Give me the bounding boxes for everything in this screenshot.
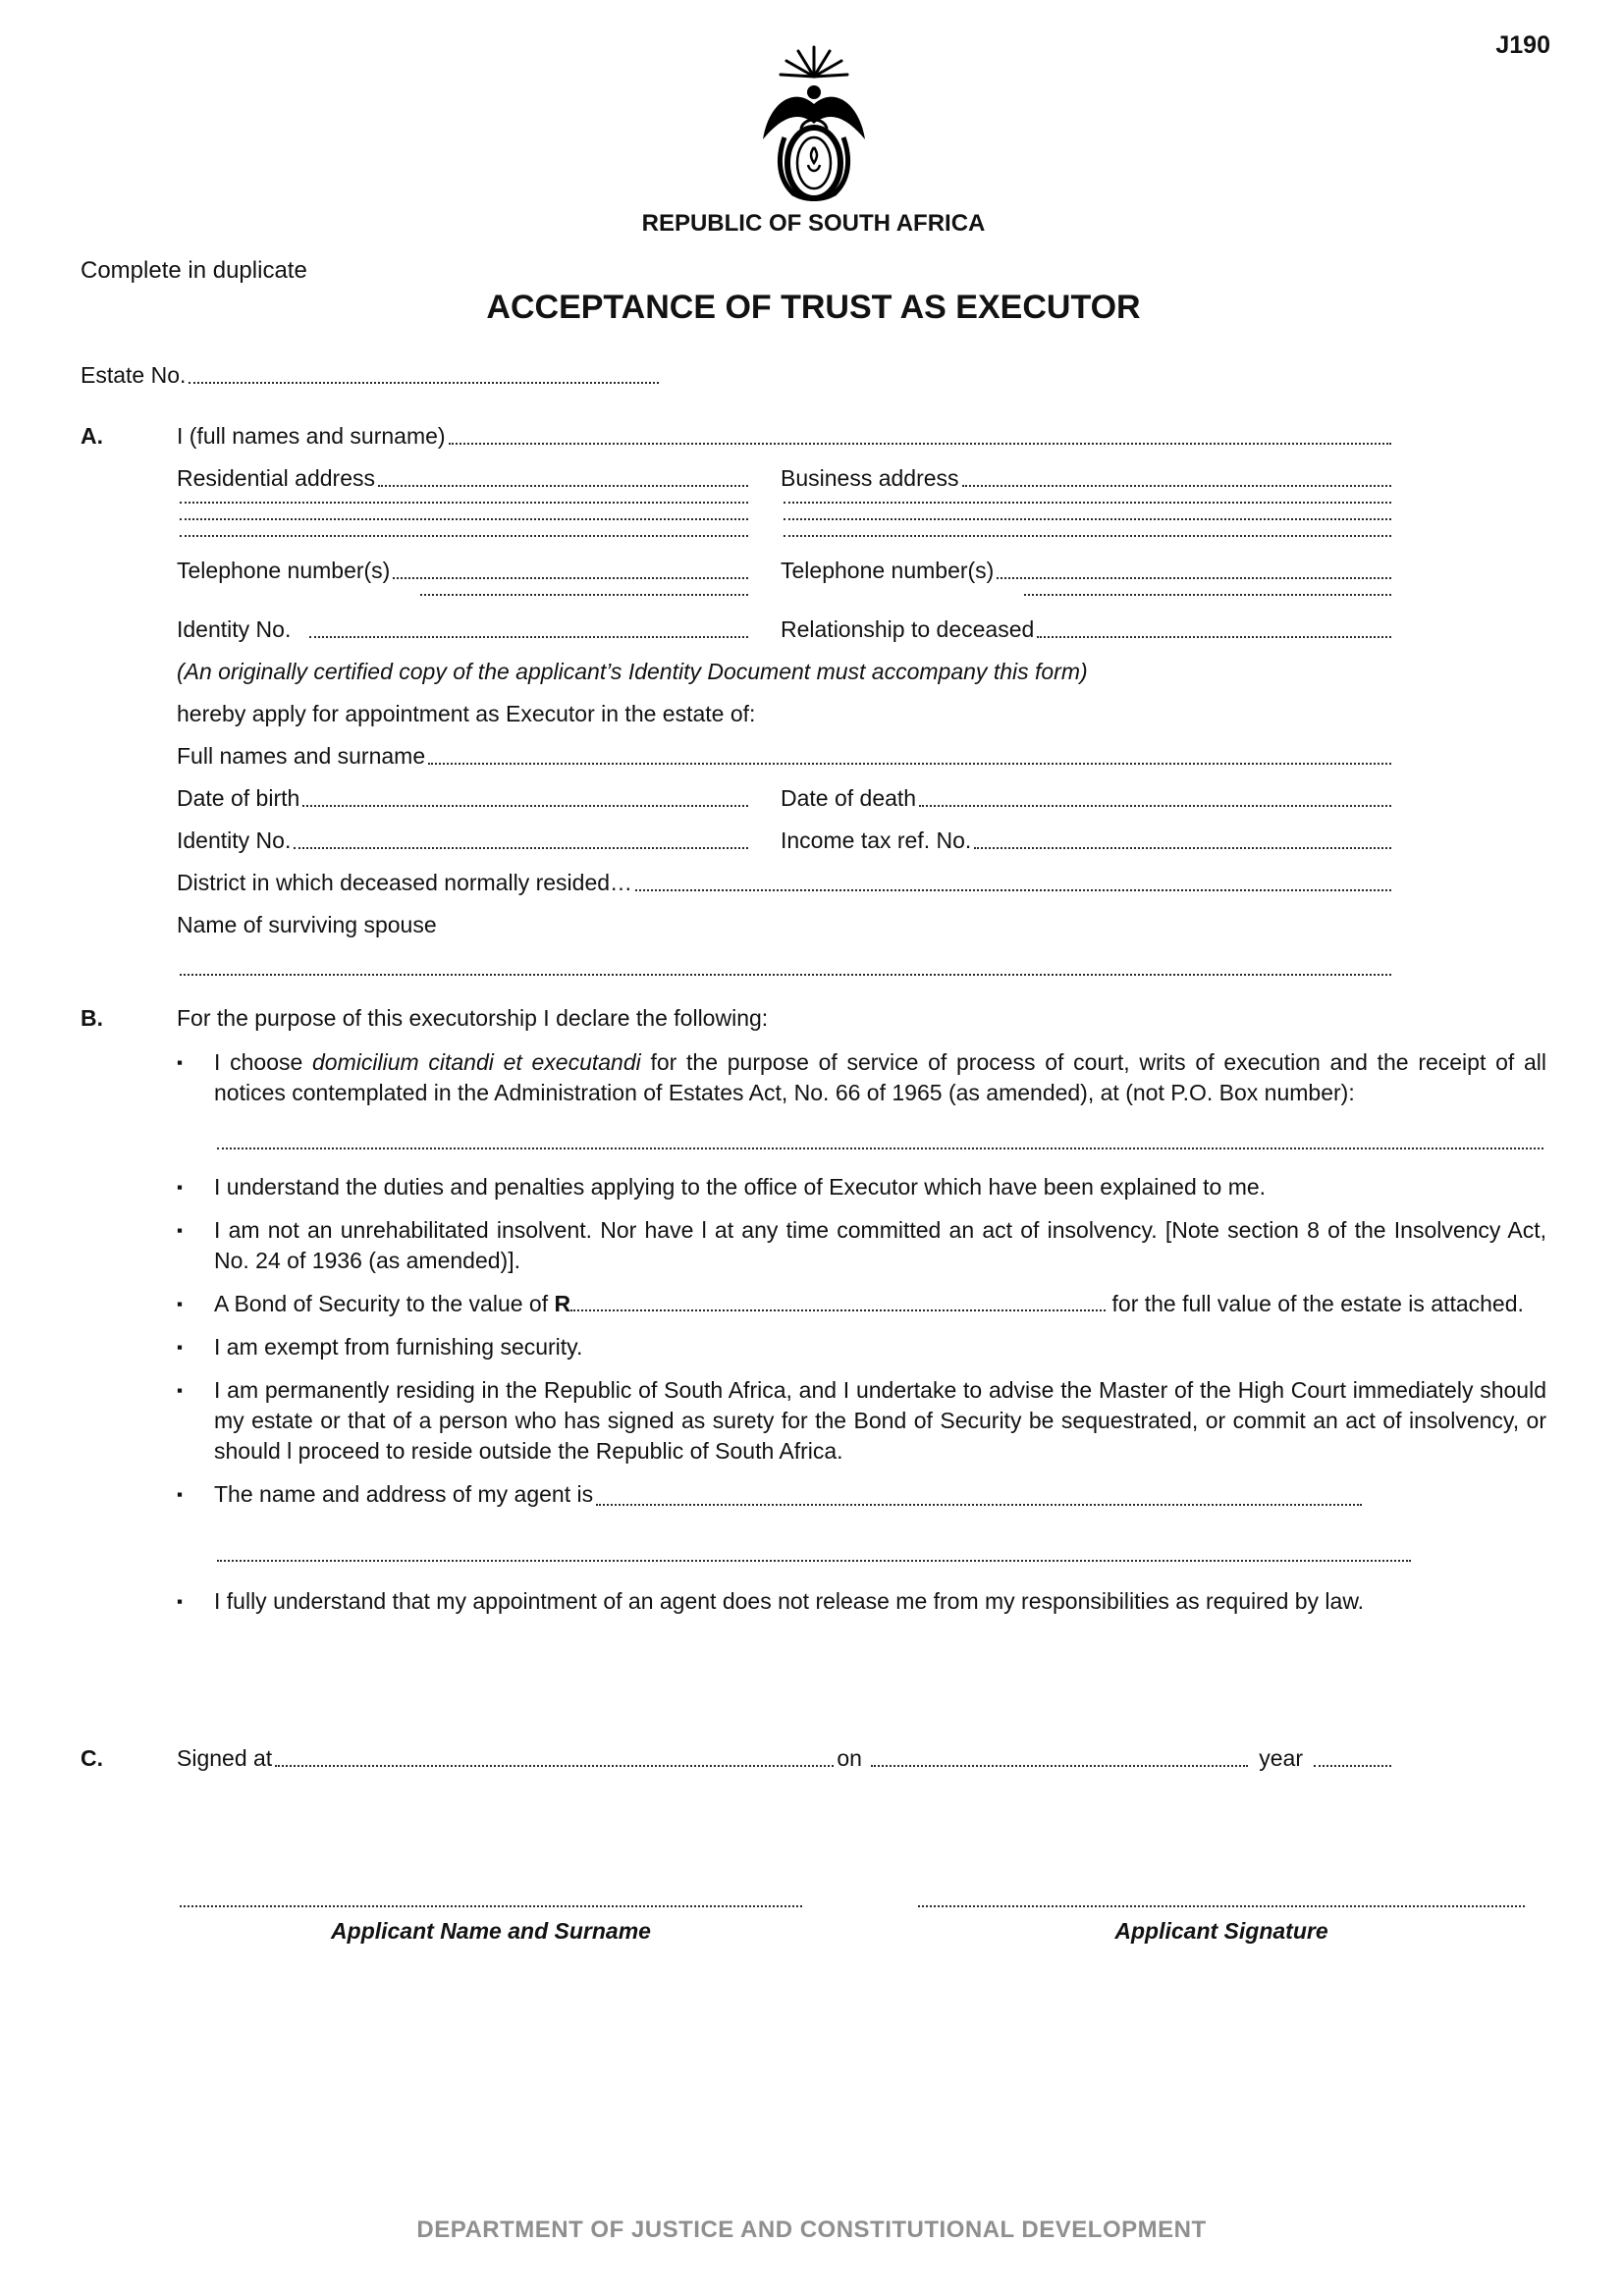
signed-on-label: on (837, 1745, 862, 1771)
bullet-icon: ▪ (177, 1178, 184, 1197)
bond-value-field[interactable] (570, 1309, 1106, 1311)
identity-tax-row (177, 828, 1394, 853)
signed-on-date-field[interactable] (868, 1745, 1251, 1771)
applicant-names-label: I (full names and surname) (177, 423, 446, 449)
surviving-spouse-field[interactable] (177, 954, 1394, 980)
section-a-label: A. (81, 423, 103, 449)
date-of-death-field[interactable] (916, 785, 1394, 811)
identity-relationship-row (177, 616, 1394, 642)
date-of-birth-field[interactable] (299, 785, 751, 811)
income-tax-label: Income tax ref. No. (781, 828, 972, 853)
identity-no-field[interactable] (306, 616, 751, 642)
domicilium-latin-phrase: domicilium citandi et executandi (312, 1049, 641, 1075)
agent-address-field[interactable] (214, 1540, 1414, 1566)
applicant-signature-line[interactable] (915, 1886, 1528, 1911)
signed-year-label: year (1259, 1745, 1303, 1771)
declaration-list-continued (177, 1172, 1546, 1510)
south-africa-coat-of-arms-icon (755, 41, 873, 208)
signature-block (177, 1886, 1528, 1945)
bullet-icon: ▪ (177, 1053, 184, 1072)
relationship-label: Relationship to deceased (781, 616, 1035, 642)
income-tax-field[interactable] (971, 828, 1394, 853)
section-c (81, 1745, 1546, 1788)
section-c-label: C. (81, 1745, 103, 1771)
bond-currency-symbol: R (554, 1291, 571, 1316)
deceased-full-names-label: Full names and surname (177, 743, 426, 769)
section-a (81, 423, 1546, 980)
estate-no-label: Estate No. (81, 362, 187, 388)
declaration-item-agent (177, 1479, 1546, 1510)
business-address-label: Business address (781, 465, 959, 491)
date-of-death-label: Date of death (781, 785, 917, 811)
signed-year-field[interactable] (1311, 1745, 1394, 1771)
signed-at-field[interactable] (272, 1745, 837, 1771)
district-field[interactable] (632, 870, 1394, 895)
department-footer: DEPARTMENT OF JUSTICE AND CONSTITUTIONAL DEVELOPMENT (416, 2216, 1207, 2243)
bullet-icon: ▪ (177, 1381, 184, 1400)
deceased-identity-no-field[interactable] (291, 828, 751, 853)
declaration-list-end (177, 1586, 1546, 1617)
bullet-icon: ▪ (177, 1221, 184, 1240)
business-address-field[interactable] (959, 465, 1394, 491)
declaration-item-bond (177, 1289, 1546, 1319)
section-b (81, 1005, 1546, 1629)
signed-row (177, 1745, 1394, 1771)
telephone-residential-field[interactable] (390, 558, 751, 583)
bullet-icon: ▪ (177, 1338, 184, 1357)
apply-line: hereby apply for appointment as Executor in the estate of: (177, 701, 756, 726)
telephone-business-label: Telephone number(s) (781, 558, 995, 583)
agent-name-field[interactable] (593, 1479, 1365, 1510)
domicilium-address-field[interactable] (214, 1128, 1546, 1153)
declaration-item-duties: ▪ I understand the duties and penalties applying to the office of Executor which have been explained to me. (177, 1172, 1546, 1202)
residential-address-field[interactable] (375, 465, 751, 491)
deceased-names-row (177, 743, 1394, 769)
applicant-name-caption: Applicant Name and Surname (331, 1918, 651, 1944)
declaration-intro: For the purpose of this executorship I declare the following: (177, 1005, 769, 1031)
telephone-business-field[interactable] (994, 558, 1394, 583)
declaration-item-insolvency: ▪ I am not an unrehabilitated insolvent. Nor have l at any time committed an act of insolvency. [Note section 8 of the Insolvency Act, No. 24 of 1936 (as amended)]. (177, 1215, 1546, 1276)
republic-heading: REPUBLIC OF SOUTH AFRICA (641, 210, 986, 237)
signed-at-label: Signed at (177, 1745, 273, 1771)
telephone-row (177, 558, 1394, 583)
surviving-spouse-label: Name of surviving spouse (177, 912, 437, 937)
applicant-name-column (177, 1886, 805, 1945)
estate-no-field[interactable] (186, 362, 662, 388)
bullet-icon: ▪ (177, 1295, 184, 1313)
domicilium-text-post: for the purpose of service of process of court, writs of execution and the receipt of all notices contemplated in the Administration of Estates Act, No. 66 of 1965 (as amended), at (not P.O. Box number): (214, 1049, 1546, 1105)
identity-no-label: Identity No. (177, 616, 292, 642)
address-labels-row (177, 465, 1394, 491)
duplicate-instruction: Complete in duplicate (81, 257, 307, 284)
birth-death-row (177, 785, 1394, 811)
declaration-item-domicilium (177, 1047, 1546, 1108)
certified-copy-note: (An originally certified copy of the applicant’s Identity Document must accompany this form) (177, 659, 1088, 684)
relationship-field[interactable] (1034, 616, 1394, 642)
district-label: District in which deceased normally resided… (177, 870, 633, 895)
estate-no-row (81, 362, 662, 388)
deceased-full-names-field[interactable] (425, 743, 1394, 769)
bullet-icon: ▪ (177, 1592, 184, 1611)
applicant-names-row (177, 423, 1394, 449)
declaration-item-exempt: ▪ I am exempt from furnishing security. (177, 1332, 1546, 1362)
declaration-item-responsibility: ▪ I fully understand that my appointment of an agent does not release me from my responsibilities as required by law. (177, 1586, 1546, 1617)
district-row (177, 870, 1394, 895)
declaration-list (177, 1047, 1546, 1108)
agent-label: The name and address of my agent is (214, 1481, 594, 1507)
applicant-signature-caption: Applicant Signature (1114, 1918, 1328, 1944)
telephone-residential-label: Telephone number(s) (177, 558, 391, 583)
bond-text-pre: A Bond of Security to the value of (214, 1291, 555, 1316)
applicant-full-names-field[interactable] (446, 423, 1394, 449)
declaration-item-residing: ▪ I am permanently residing in the Republic of South Africa, and I undertake to advise the Master of the High Court immediately should my estate or that of a person who has signed as surety for the Bond of Security be sequestrated, or commit an act of insolvency, or should l proceed to reside outside the Republic of South Africa. (177, 1375, 1546, 1467)
form-title: ACCEPTANCE OF TRUST AS EXECUTOR (486, 289, 1141, 326)
residential-address-label: Residential address (177, 465, 376, 491)
deceased-identity-no-label: Identity No. (177, 828, 292, 853)
applicant-name-line[interactable] (177, 1886, 805, 1911)
date-of-birth-label: Date of birth (177, 785, 300, 811)
section-b-label: B. (81, 1005, 103, 1031)
bond-text-post: for the full value of the estate is attached. (1111, 1291, 1524, 1316)
domicilium-text-pre: I choose (214, 1049, 313, 1075)
bullet-icon: ▪ (177, 1485, 184, 1504)
form-number: J190 (1495, 31, 1550, 59)
applicant-signature-column (915, 1886, 1528, 1945)
